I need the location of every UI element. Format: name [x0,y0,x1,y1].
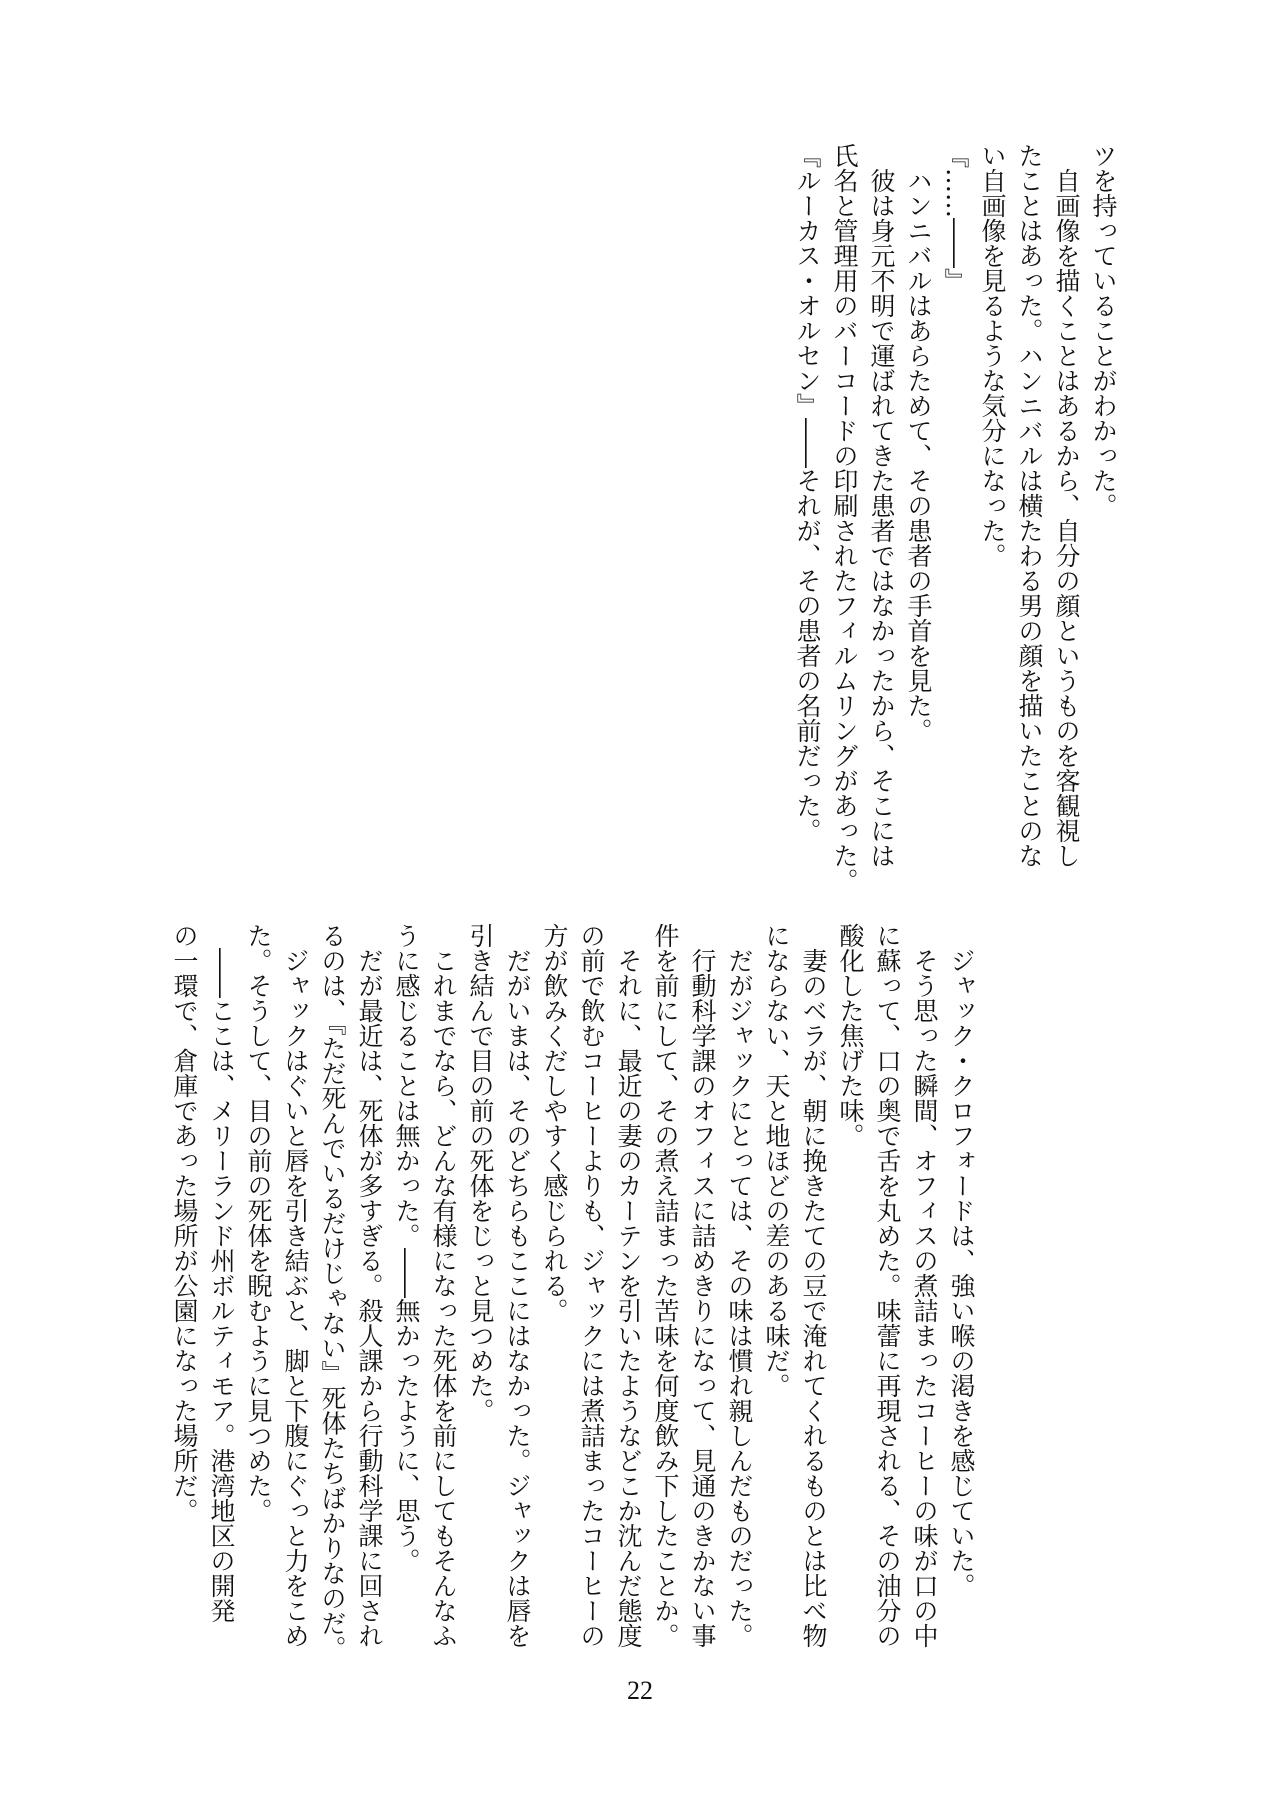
text-column: 引き結んで目の前の死体をじっと見つめた。 [466,923,495,1423]
text-column: ジャック・クロフォードは、強い喉の渇きを感じていた。 [947,923,976,1598]
text-column: 妻のベラが、朝に挽きたての豆で淹れてくれるものとは比べ物 [799,923,828,1648]
text-column: にならない、天と地ほどの差のある味だ。 [762,923,791,1398]
text-column: 彼は身元不明で運ばれてきた患者ではなかったから、そこには [867,143,896,868]
text-column: 方が飲みくだしやすく感じられる。 [540,923,569,1323]
text-column: ジャックはぐいと唇を引き結ぶと、脚と下腹にぐっと力をこめ [281,923,310,1648]
text-column: だが最近は、死体が多すぎる。殺人課から行動科学課に回され [355,923,384,1648]
upper-text-block [789,143,1122,893]
text-column: た。そうして、目の前の死体を睨むように見つめた。 [244,923,273,1523]
text-column: 氏名と管理用のバーコードの印刷されたフィルムリングがあった。 [830,143,859,893]
text-column: ハンニバルはあらためて、その患者の手首を見た。 [904,143,933,743]
text-column: だがジャックにとっては、その味は慣れ親しんだものだった。 [725,923,754,1648]
text-column: ツを持っていることがわかった。 [1089,143,1118,518]
text-column: そう思った瞬間、オフィスの煮詰まったコーヒーの味が口の中 [910,923,939,1648]
text-column: の一環で、倉庫であった場所が公園になった場所だ。 [170,923,199,1523]
text-column: に蘇って、口の奥で舌を丸めた。味蕾に再現される、その油分の [873,923,902,1648]
text-column: それに、最近の妻のカーテンを引いたようなどこか沈んだ態度 [614,923,643,1648]
page-number: 22 [627,1676,653,1705]
text-column: 自画像を描くことはあるから、自分の顔というものを客観視し [1052,143,1081,868]
text-column: 酸化した焦げた味。 [836,923,865,1148]
text-column: 行動科学課のオフィスに詰めきりになって、見通のきかない事 [688,923,717,1648]
text-column: るのは、『ただ死んでいるだけじゃない』死体たちばかりなのだ。 [318,923,347,1661]
lower-text-block [166,923,980,1661]
text-column: 『ルーカス・オルセン』――それが、その患者の名前だった。 [793,143,822,843]
text-column: 件を前にして、その煮え詰まった苦味を何度飲み下したことか。 [651,923,680,1648]
text-column: い自画像を見るような気分になった。 [978,143,1007,568]
text-column: 『……――』 [941,143,970,293]
text-column: うに感じることは無かった。――無かったように、思う。 [392,923,421,1573]
text-column: の前で飲むコーヒーよりも、ジャックには煮詰まったコーヒーの [577,923,606,1648]
text-column: これまでなら、どんな有様になった死体を前にしてもそんなふ [429,923,458,1648]
text-column: ――ここは、メリーランド州ボルティモア。港湾地区の開発 [207,923,236,1623]
text-column: だがいまは、そのどちらもここにはなかった。ジャックは唇を [503,923,532,1648]
text-column: たことはあった。ハンニバルは横たわる男の顔を描いたことのな [1015,143,1044,868]
